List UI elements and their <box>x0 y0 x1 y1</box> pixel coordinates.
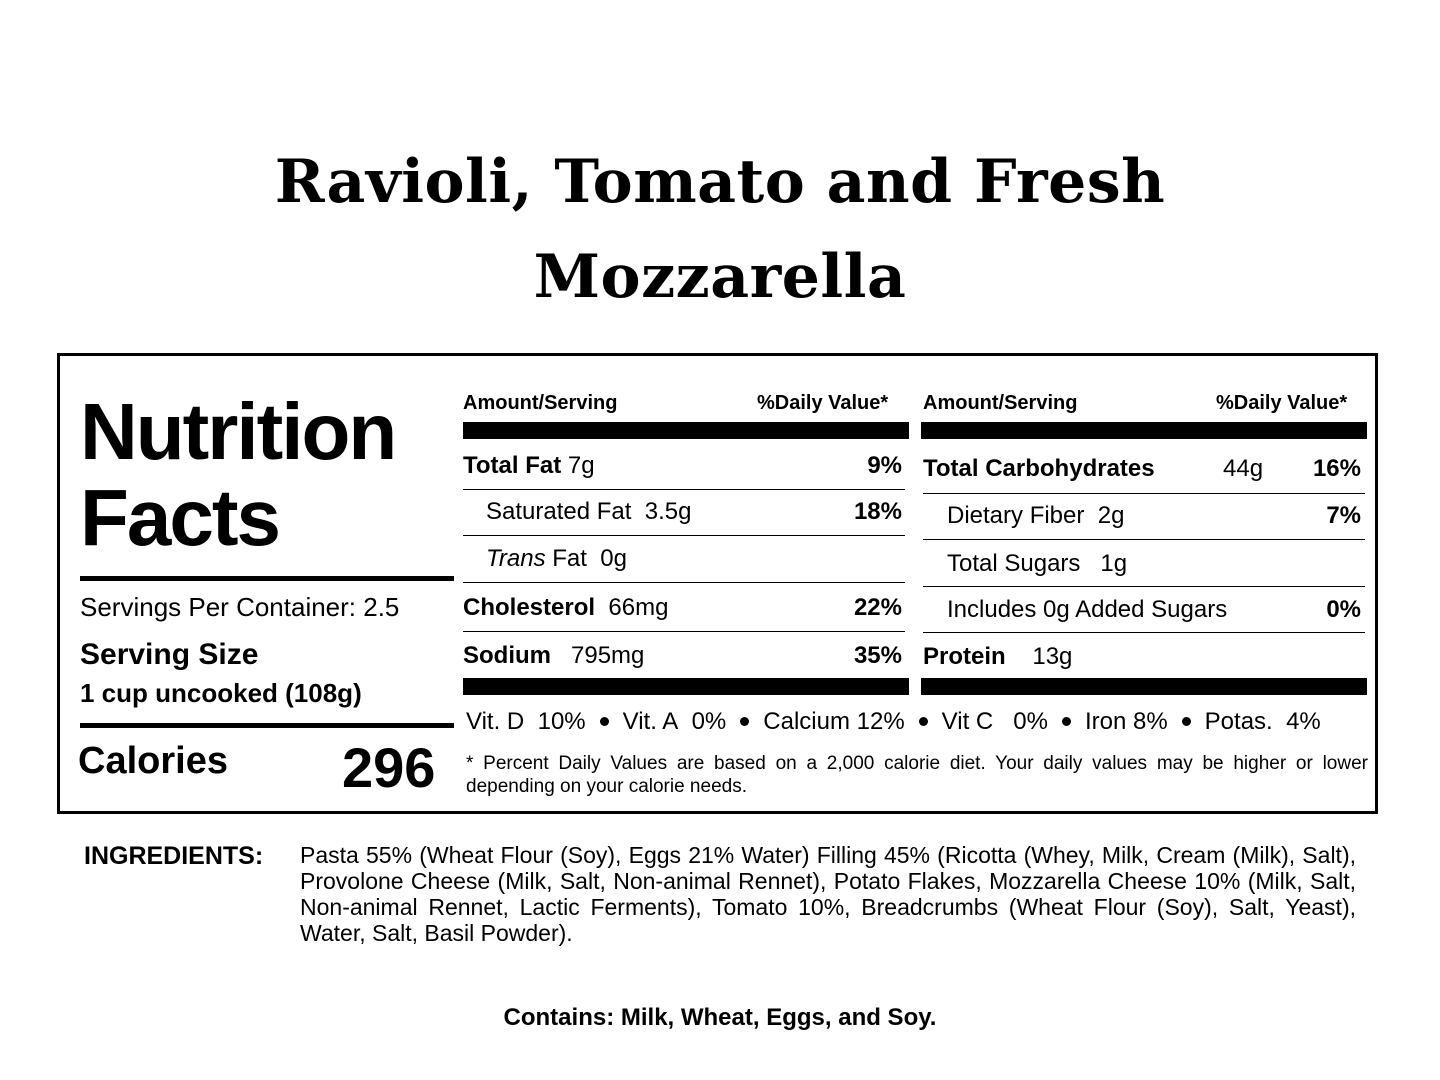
nutrient-row: Total Sugars 1g <box>947 550 1128 577</box>
product-title-line-1: Ravioli, Tomato and Fresh <box>274 147 1166 217</box>
nutrient-row: Cholesterol 66mg <box>463 594 669 621</box>
calories-label: Calories <box>78 740 228 782</box>
bullet-icon <box>919 717 928 726</box>
daily-value-header: %Daily Value* <box>1216 392 1348 414</box>
product-title-line-2: Mozzarella <box>533 242 907 312</box>
bullet-icon <box>740 717 749 726</box>
ingredients-label: INGREDIENTS: <box>84 842 264 870</box>
row-divider <box>463 489 905 490</box>
divider-thick <box>80 723 454 728</box>
potassium: Potas. 4% <box>1204 708 1321 735</box>
vitamin-d: Vit. D 10% <box>466 708 586 735</box>
calcium: Calcium 12% <box>763 708 905 735</box>
vitamins-line <box>466 708 1321 736</box>
table-header-bar <box>463 422 909 439</box>
nutrient-row: Total Fat 7g <box>463 452 595 479</box>
nutrient-row: Total Carbohydrates <box>923 455 1155 482</box>
allergen-statement: Contains: Milk, Wheat, Eggs, and Soy. <box>503 1004 937 1031</box>
daily-value: 18% <box>853 498 902 525</box>
divider-thick <box>80 576 454 581</box>
nutrient-row: Saturated Fat 3.5g <box>486 498 692 525</box>
serving-size-value: 1 cup uncooked (108g) <box>80 678 362 708</box>
nutrient-row: Sodium 795mg <box>463 642 645 669</box>
daily-value: 0% <box>1326 596 1361 623</box>
nutrition-facts-panel <box>57 353 1378 814</box>
serving-size-label: Serving Size <box>80 638 259 671</box>
daily-value: 22% <box>853 594 902 621</box>
table-header-bar <box>921 422 1367 439</box>
row-divider <box>923 632 1365 633</box>
nutrient-row: Protein 13g <box>923 643 1073 670</box>
daily-value: 16% <box>1312 455 1361 482</box>
nutrient-row: Includes 0g Added Sugars <box>947 596 1228 623</box>
row-divider <box>463 582 905 583</box>
table-footer-bar <box>921 678 1367 695</box>
row-divider <box>923 493 1365 494</box>
row-divider <box>923 586 1365 587</box>
row-divider <box>463 631 905 632</box>
nutrition-heading: Nutrition <box>80 387 396 476</box>
amount-serving-header: Amount/Serving <box>923 392 1078 414</box>
row-divider <box>463 535 905 536</box>
row-divider <box>923 539 1365 540</box>
bullet-icon <box>1182 717 1191 726</box>
nutrient-amount: 44g <box>1223 455 1264 482</box>
daily-value: 35% <box>853 642 902 669</box>
nutrient-row: Dietary Fiber 2g <box>947 502 1125 529</box>
daily-value: 9% <box>867 452 902 479</box>
vitamin-c: Vit C 0% <box>941 708 1048 735</box>
daily-value: 7% <box>1326 502 1361 529</box>
bullet-icon <box>600 717 609 726</box>
amount-serving-header: Amount/Serving <box>463 392 618 414</box>
table-footer-bar <box>463 678 909 695</box>
iron: Iron 8% <box>1084 708 1168 735</box>
daily-value-header: %Daily Value* <box>757 392 889 414</box>
servings-per-container: Servings Per Container: 2.5 <box>80 592 400 622</box>
ingredients-text: Pasta 55% (Wheat Flour (Soy), Eggs 21% Water) Filling 45% (Ricotta (Whey, Milk, Cream (Milk), Salt), Provolone Cheese (Milk, Salt, Non-animal Rennet), Potato Flakes, Mozzarella Cheese 10% (Milk, Salt, Non-animal Rennet, Lactic Ferments), Tomato 10%, Breadcrumbs (Wheat Flour (Soy), Salt, Yeast), Water, Salt, Basil Powder). <box>300 842 1356 946</box>
calories-value: 296 <box>342 736 436 799</box>
vitamin-a: Vit. A 0% <box>622 708 727 735</box>
nutrient-row: Trans Fat 0g <box>486 545 627 572</box>
facts-heading: Facts <box>80 473 279 562</box>
daily-value-footnote: * Percent Daily Values are based on a 2,000 calorie diet. Your daily values may be higher or lower depending on your calorie needs. <box>466 753 1368 797</box>
bullet-icon <box>1062 717 1071 726</box>
